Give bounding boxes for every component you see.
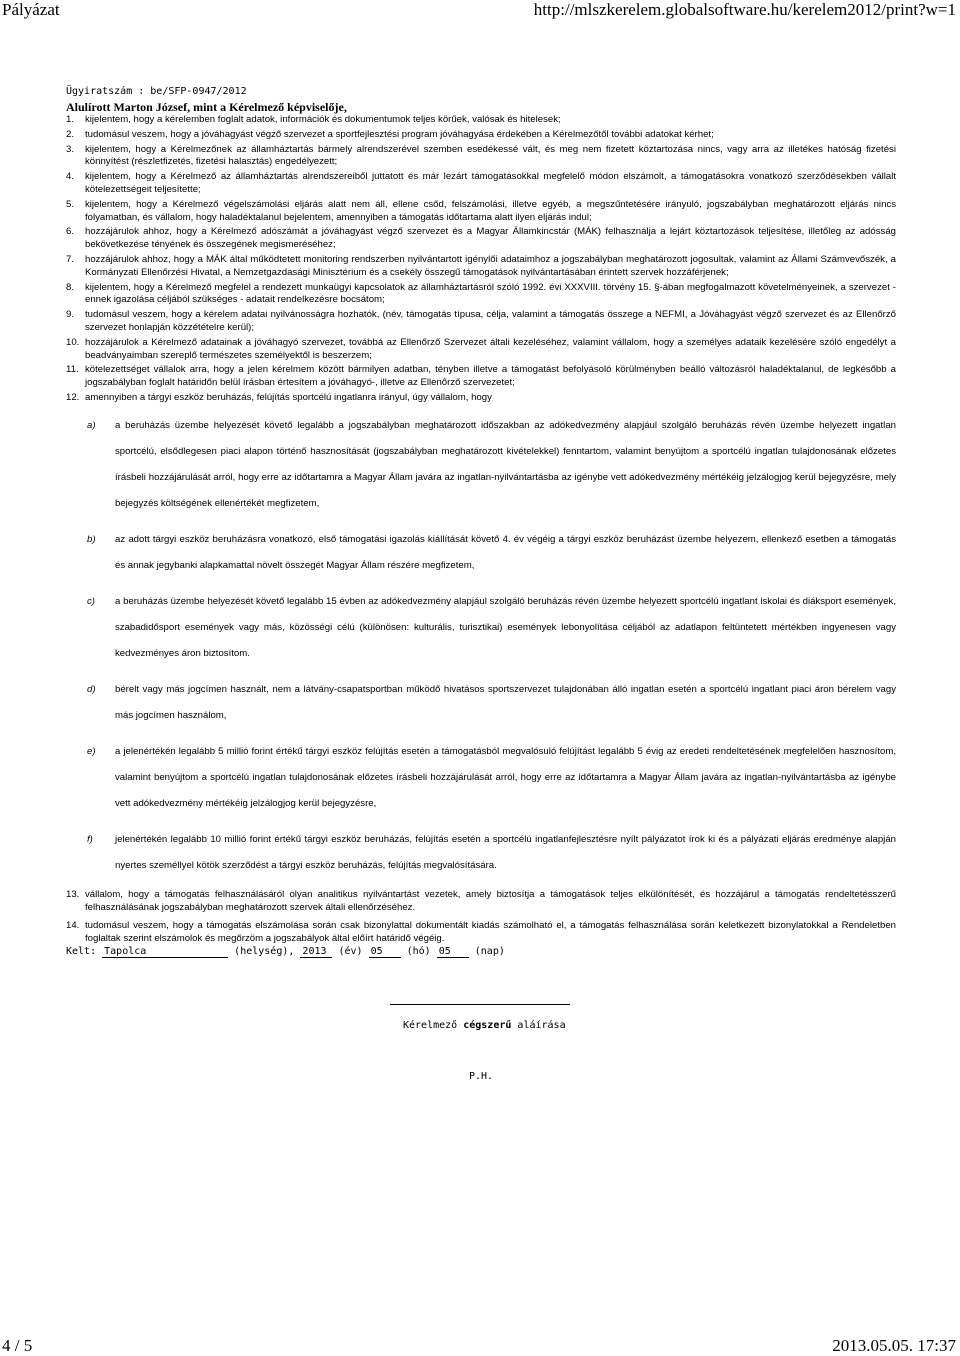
day-label: (nap) <box>474 946 505 957</box>
sub-item-letter: d) <box>87 683 96 695</box>
signature-bold: cégszerű <box>463 1020 512 1031</box>
sub-item-letter: a) <box>87 419 96 431</box>
item-number: 10. <box>66 336 80 348</box>
declaration-item-11 <box>66 364 896 390</box>
item-text: kötelezettséget vállalok arra, hogy a jelen kérelmem között bármilyen adatban, tényben illetve a támogatást befolyásoló körülményben beálló változásról haladéktalanul, de legkésőbb a jogszabályban foglalt határidőn belül írásban értesítem a jóváhagyó-, illetve az Ellenőrző szervezetet; <box>85 364 896 389</box>
item-text: hozzájárulok ahhoz, hogy a Kérelmező adószámát a jóváhagyást végző szervezet és a Magyar Államkincstár (MÁK) felhasználja a lejárt köztartozások teljesítése, illetőleg az adósság bekövetkezése tényének és összegének megismeréséhez; <box>85 226 896 251</box>
item-text: kijelentem, hogy a kérelemben foglalt adatok, információk és dokumentumok teljes körűek, valósak és hitelesek; <box>85 114 561 125</box>
item-text: kijelentem, hogy a Kérelmező megfelel a rendezett munkaügyi kapcsolatok az államháztartásról szóló 1992. évi XXXVIII. törvény 15. §-ában megfogalmazott követelményeinek, a szervezet - ennek igazolása céljából szükséges - adatait rendelkezésre bocsátom; <box>85 281 896 306</box>
print-datetime: 2013.05.05. 17:37 <box>832 1336 956 1355</box>
item-text: kijelentem, hogy a Kérelmező végelszámolási eljárás alatt nem áll, ellene csőd, felszámolási, illetve egyéb, a megszűntetésére irányuló, jogszabályban meghatározott eljárás nincs folyamatban, és vállalom, hogy haladéktalanul bejelentem, amennyiben a támogatás időtartama alatt ilyen eljárás indul; <box>85 198 896 223</box>
signature-prefix: Kérelmező <box>403 1020 458 1031</box>
declaration-item-7 <box>66 254 896 280</box>
item-number: 4. <box>66 171 75 183</box>
declaration-list <box>66 114 896 952</box>
declaration-item-13 <box>66 889 896 915</box>
sub-item-list <box>85 413 896 879</box>
day-field: 05 <box>437 946 469 958</box>
sub-item-letter: e) <box>87 745 96 757</box>
sub-item-e <box>85 739 896 817</box>
item-text: vállalom, hogy a támogatás felhasználásáról olyan analitikus nyilvántartást vezetek, amely biztosítja a támogatások teljes elkülönítését, és hozzájárul a támogatás rendeltetésszerű felhasználásának jogszabályban meghatározott szervek általi ellenőrzéséhez. <box>85 888 896 913</box>
declaration-item-14 <box>66 920 896 946</box>
sub-item-text: a beruházás üzembe helyezését követő legalább a jogszabályban meghatározott időszakban az adókedvezmény alapjául szolgáló beruházás révén üzembe helyezett ingatlan sportcélú, elsődlegesen piaci alapon történő hasznosítását (jogszabályban meghatározott kivételekkel) fenntartom, valamint benyújtom a sportcélú ingatlan tulajdonosának előzetes írásbeli hozzájárulását arról, hogy erre az időtartamra a Magyar Állam javára az ingatlan-nyilvántartásba az igénybe vett adókedvezmény mértékéig jelzálogjog kerül bejegyzésre, mely bejegyzés költségének ellenértékét megfizetem, <box>115 419 896 509</box>
sub-item-a <box>85 413 896 517</box>
place-date-line <box>66 946 505 958</box>
declaration-item-12 <box>66 392 896 879</box>
sub-item-letter: b) <box>87 533 96 545</box>
item-text: kijelentem, hogy a Kérelmező az államháztartás alrendszereiből juttatott és már lezárt támogatásokkal megfelelő módon elszámolt, a támogatásokra vonatkozó szerződésekben vállalt kötelezettségeit teljesítette; <box>85 171 896 195</box>
year-label: (év) <box>338 946 363 957</box>
item-text: kijelentem, hogy a Kérelmezőnek az államháztartás bármely alrendszerével szemben esedékessé vált, és meg nem fizetett köztartozása nincs, vagy arra az illetékes hatóság fizetési könnyítést (részletfizetés, fizetési halasztás) engedélyezett; <box>85 143 896 168</box>
sub-item-text: bérelt vagy más jogcímen használt, nem a látvány-csapatsportban működő hivatásos sportszervezet tulajdonában álló ingatlan esetén a sportcélú ingatlant piaci áron bérelem vagy más jogcímen használom, <box>115 683 896 721</box>
item-number: 1. <box>66 114 75 125</box>
year-field: 2013 <box>300 946 332 958</box>
sub-item-letter: c) <box>87 595 95 607</box>
declaration-item-5 <box>66 199 896 225</box>
declaration-item-3 <box>66 144 896 170</box>
signature-suffix: aláírása <box>517 1020 566 1031</box>
sub-item-b <box>85 527 896 579</box>
declarant-line: Alulírott Marton József, mint a Kérelmező képviselője, <box>66 100 347 114</box>
sub-item-text: a beruházás üzembe helyezését követő legalább 15 évben az adókedvezmény alapjául szolgáló beruházás révén üzembe helyezett sportcélú ingatlant iskolai és diáksport események, szabadidősport események vagy más, közösségi célú (különösen: kulturális, turisztikai) események lebonyolítása céljából az adatlapon feltüntetett mértékben ingyenesen vagy kedvezményes áron biztosítom. <box>115 595 896 659</box>
item-text: tudomásul veszem, hogy a támogatás elszámolása során csak bizonylattal dokumentált kiadás számolható el, a támogatás felhasználása során keletkezett bizonylatokkal a Rendeletben foglaltak szerint elszámolok és megőrzöm a jogszabályok által előírt határidő végéig. <box>85 920 896 945</box>
item-number: 5. <box>66 198 75 210</box>
page-url: http://mlszkerelem.globalsoftware.hu/kerelem2012/print?w=1 <box>533 0 956 19</box>
item-text: hozzájárulok ahhoz, hogy a MÁK által működtetett monitoring rendszerben nyilvántartott igénylői adataimhoz a jogszabályban meghatározott jogosultak, valamint az Állami Számvevőszék, a Kormányzati Ellenőrzési Hivatal, a Nemzetgazdasági Minisztérium és a csekély összegű támogatások nyilvántartásában érintett szervek hozzáférjenek; <box>85 253 896 278</box>
item-number: 7. <box>66 253 75 265</box>
page-number: 4 / 5 <box>2 1336 33 1355</box>
sub-item-d <box>85 677 896 729</box>
item-number: 6. <box>66 226 75 238</box>
declaration-item-6 <box>66 226 896 252</box>
kelt-label: Kelt: <box>66 946 97 957</box>
sub-item-text: az adott tárgyi eszköz beruházásra vonatkozó, első támogatási igazolás kiállítását követő 4. év végéig a tárgyi eszköz beruházást üzembe helyezem, ellenkező esetben a támogatás és annak jegybanki alapkamattal növelt összegét Magyar Állam részére megfizetem, <box>115 533 896 571</box>
item-number: 12. <box>66 391 80 403</box>
month-field: 05 <box>369 946 401 958</box>
page-title: Pályázat <box>2 0 60 19</box>
case-number: Ügyiratszám : be/SFP-0947/2012 <box>66 86 247 97</box>
signature-line <box>390 1004 570 1005</box>
item-number: 2. <box>66 128 75 140</box>
declaration-item-1 <box>66 114 896 127</box>
declaration-item-8 <box>66 282 896 308</box>
sub-item-f <box>85 827 896 879</box>
stamp-label: P.H. <box>469 1071 494 1082</box>
item-number: 14. <box>66 920 80 932</box>
month-label: (hó) <box>406 946 431 957</box>
declaration-item-10 <box>66 337 896 363</box>
declaration-item-4 <box>66 171 896 197</box>
item-number: 3. <box>66 143 75 155</box>
item-text: amennyiben a tárgyi eszköz beruházás, felújítás sportcélú ingatlanra irányul, úgy vállalom, hogy <box>85 391 492 403</box>
declaration-item-2 <box>66 129 896 142</box>
signature-label <box>403 1020 566 1031</box>
item-number: 8. <box>66 281 75 293</box>
place-field: Tapolca <box>102 946 228 958</box>
place-label: (helység), <box>234 946 295 957</box>
item-number: 13. <box>66 888 80 900</box>
item-text: tudomásul veszem, hogy a jóváhagyást végző szervezet a sportfejlesztési program jóváhagyása érdekében a Kérelmezőtől további adatokat kérhet; <box>85 128 714 140</box>
sub-item-text: jelenértékén legalább 10 millió forint értékű tárgyi eszköz beruházás, felújítás esetén a sportcélú ingatlanfejlesztésre nyílt pályázatot írok ki és a pályázati eljárás eredménye alapján nyertes személlyel kötök szerződést a tárgyi eszköz beruházás, felújítás megvalósítására. <box>115 833 896 871</box>
sub-item-text: a jelenértékén legalább 5 millió forint értékű tárgyi eszköz felújítás esetén a támogatásból megvalósuló felújítást legalább 5 évig az eredeti rendeltetésének megfelelően hasznosítom, valamint benyújtom a sportcélú ingatlan tulajdonosának előzetes írásbeli hozzájárulását arról, hogy erre az időtartamra a Magyar Állam javára az ingatlan-nyilvántartásba az igénybe vett adókedvezmény mértékéig jelzálogjog kerül bejegyzésre, <box>115 745 896 809</box>
sub-item-c <box>85 589 896 667</box>
item-text: tudomásul veszem, hogy a kérelem adatai nyilvánosságra hozhatók, (név, támogatás típusa, célja, valamint a támogatás összege a NEFMI, a Jóváhagyást végző szervezet és az Ellenőrző szervezet honlapján közzétételre kerül); <box>85 309 896 333</box>
item-number: 11. <box>66 364 79 376</box>
declaration-item-9 <box>66 309 896 335</box>
sub-item-letter: f) <box>87 833 93 845</box>
item-text: hozzájárulok a Kérelmező adatainak a jóváhagyó szervezet, továbbá az Ellenőrző Szervezet általi kezeléséhez, valamint vállalom, hogy a személyes adataik kezelésére szóló engedélyt a beadványaimban szereplő természetes személyektől is beszerzem; <box>85 336 896 361</box>
item-number: 9. <box>66 309 75 321</box>
